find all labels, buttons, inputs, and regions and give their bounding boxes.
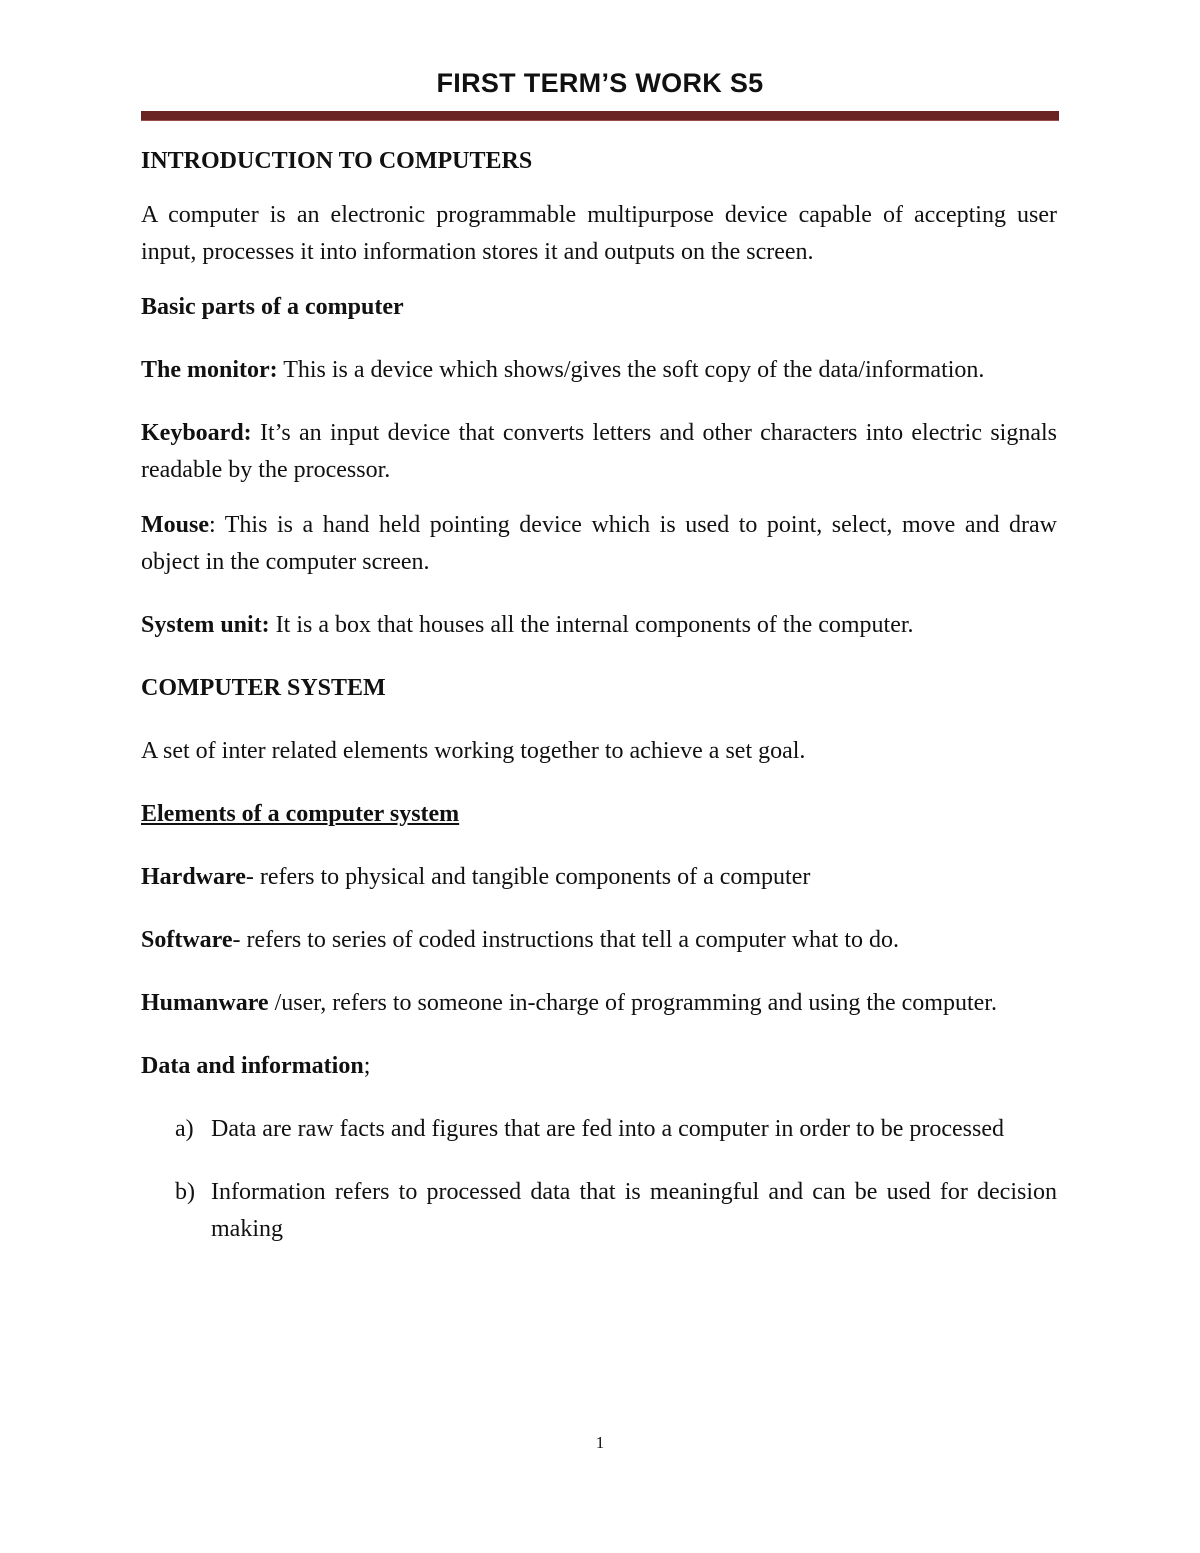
list-item-text: Data are raw facts and figures that are fed into a computer in order to be processed [211,1116,1004,1142]
document-title: FIRST TERM’S WORK S5 [436,68,764,98]
part-term: System unit: [141,612,270,638]
intro-paragraph: A computer is an electronic programmable multipurpose device capable of accepting user input, processes it into information stores it and outputs on the screen. [141,202,1057,265]
part-description: It is a box that houses all the internal components of the computer. [269,612,914,638]
element-hardware [141,859,1057,896]
element-humanware [141,985,1057,1022]
part-term: Keyboard: [141,420,252,446]
part-monitor [141,352,1057,389]
data-heading-text: Data and information [141,1053,364,1079]
element-software [141,922,1057,959]
element-description: - refers to series of coded instructions that tell a computer what to do. [232,927,900,953]
page-number: 1 [595,1433,605,1452]
element-description: /user, refers to someone in-charge of programming and using the computer. [268,990,997,1016]
computer-system-definition: A set of inter related elements working together to achieve a set goal. [141,738,806,764]
part-description: : This is a hand held pointing device which is used to point, select, move and draw object in the computer screen. [141,512,1057,575]
part-mouse [141,507,1057,581]
section-heading-introduction: INTRODUCTION TO COMPUTERS [141,148,533,174]
part-system-unit [141,607,1057,644]
document-body [141,143,1057,1248]
part-term: Mouse [141,512,209,538]
part-term: The monitor: [141,357,278,383]
part-keyboard [141,415,1057,489]
part-description: This is a device which shows/gives the soft copy of the data/information. [277,357,985,383]
element-term: Humanware [141,990,269,1016]
data-heading-suffix: ; [363,1053,371,1079]
data-information-heading [141,1048,1057,1085]
element-description: - refers to physical and tangible components of a computer [245,864,811,890]
part-description: It’s an input device that converts letters and other characters into electric signals readable by the processor. [141,420,1057,483]
element-term: Hardware [141,864,246,890]
section-heading-computer-system: COMPUTER SYSTEM [141,675,386,701]
elements-heading: Elements of a computer system [141,801,460,827]
list-item [141,1174,1057,1248]
parts-heading: Basic parts of a computer [141,294,404,320]
list-item-text: Information refers to processed data that is meaningful and can be used for decision making [211,1179,1057,1242]
list-marker: a) [175,1116,194,1142]
list-marker: b) [175,1179,195,1205]
list-item [141,1111,1057,1148]
element-term: Software [141,927,233,953]
title-rule [141,111,1059,120]
